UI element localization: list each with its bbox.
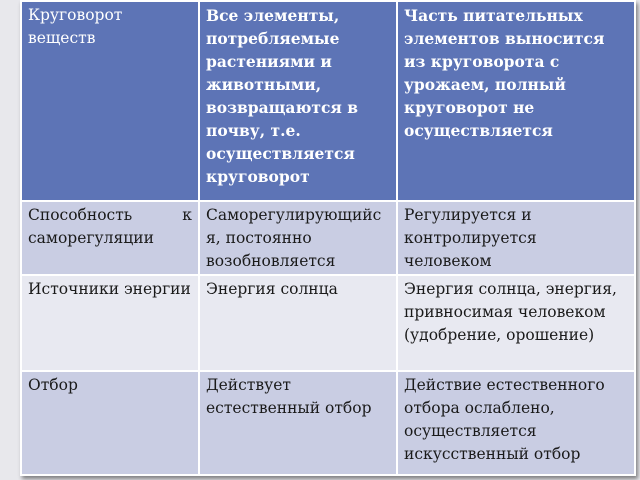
row-label-line: саморегуляции [28,229,154,247]
table-cell: Действует естественный отбор [199,371,397,475]
row-label-energy: Источники энергии [21,275,199,371]
table-cell: Регулируется и контролируется человеком [397,201,635,275]
table-row [21,371,635,475]
row-label-self-regulation [21,201,199,275]
header-cell-agro: Часть питательных элементов выносится из круговорота с урожаем, полный круговорот не осуществляется [397,1,635,201]
row-label-line: Способность к [28,206,192,224]
table-cell: Энергия солнца, энергия, привносимая человеком (удобрение, орошение) [397,275,635,371]
table-cell: Энергия солнца [199,275,397,371]
table-row [21,201,635,275]
table-cell: Действие естественного отбора ослаблено, осуществляется искусственный отбор [397,371,635,475]
comparison-table [20,0,636,476]
row-label-selection: Отбор [21,371,199,475]
header-cell-topic: Круговорот веществ [21,1,199,201]
table-row [21,275,635,371]
table-header-row [21,1,635,201]
table-cell: Саморегулирующийся, постоянно возобновляется [199,201,397,275]
header-cell-natural: Все элементы, потребляемые растениями и животными, возвращаются в почву, т.е. осуществляется круговорот [199,1,397,201]
